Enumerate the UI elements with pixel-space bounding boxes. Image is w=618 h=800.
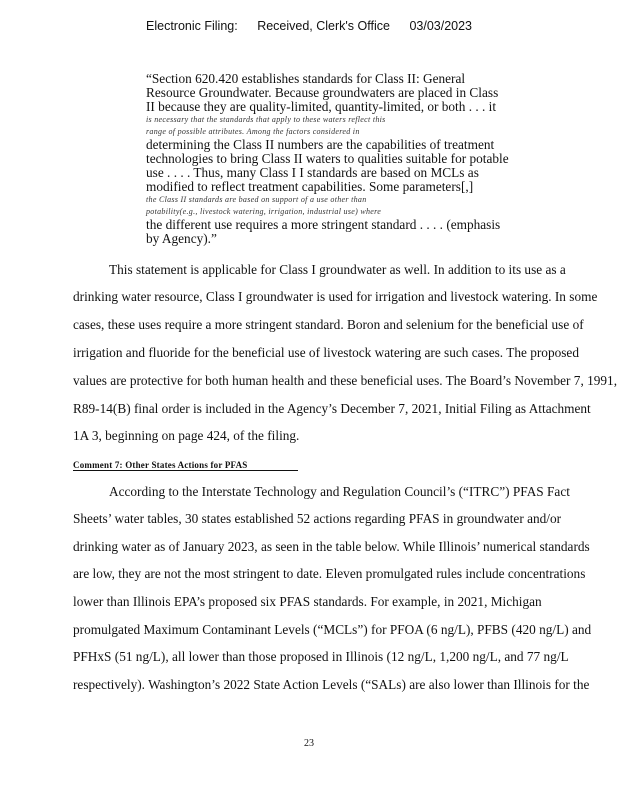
- header-received: Received, Clerk's Office: [257, 19, 390, 33]
- paragraph-line: 1A 3, beginning on page 424, of the filing.: [73, 428, 300, 443]
- paragraph-line: drinking water as of January 2023, as seen in the table below. While Illinois’ numerical standards: [73, 539, 590, 554]
- paragraph-line: R89-14(B) final order is included in the Agency’s December 7, 2021, Initial Filing as Attachment: [73, 401, 591, 416]
- paragraph-line: irrigation and fluoride for the beneficial use of livestock watering are such cases. The proposed: [73, 345, 579, 360]
- quote-line: modified to reflect treatment capabilities. Some parameters[,]: [146, 179, 474, 194]
- quote-small-line: range of possible attributes. Among the factors considered in: [146, 127, 360, 136]
- quote-line: technologies to bring Class II waters to qualities suitable for potable: [146, 151, 509, 166]
- paragraph-line: Sheets’ water tables, 30 states established 52 actions regarding PFAS in groundwater and/or: [73, 511, 562, 526]
- quote-small-line: the Class II standards are based on support of a use other than: [146, 195, 367, 204]
- paragraph-line: lower than Illinois EPA’s proposed six PFAS standards. For example, in 2021, Michigan: [73, 594, 542, 609]
- header-filing: Electronic Filing:: [146, 19, 238, 33]
- quote-small-line: potability(e.g., livestock watering, irrigation, industrial use) where: [146, 207, 382, 216]
- paragraph-line: are low, they are not the most stringent to date. Eleven promulgated rules include concentrations: [73, 566, 586, 581]
- paragraph-line: PFHxS (51 ng/L), all lower than those proposed in Illinois (12 ng/L, 1,200 ng/L, and 77 ng/L: [73, 649, 569, 664]
- quote-line: Resource Groundwater. Because groundwaters are placed in Class: [146, 85, 499, 100]
- block-quote: [146, 72, 528, 246]
- paragraph-line: cases, these uses require a more stringent standard. Boron and selenium for the beneficial use of: [73, 317, 584, 332]
- paragraph-line: values are protective for both human health and these beneficial uses. The Board’s November 7, 1991,: [73, 373, 618, 388]
- filing-header: [0, 19, 618, 33]
- quote-line: II because they are quality-limited, quantity-limited, or both . . . it: [146, 99, 497, 114]
- paragraph-line: This statement is applicable for Class I groundwater as well. In addition to its use as a: [109, 262, 566, 277]
- paragraph-line: respectively). Washington’s 2022 State Action Levels (“SALs) are also lower than Illinois for the: [73, 677, 590, 692]
- paragraph-line: drinking water resource, Class I groundwater is used for irrigation and livestock watering. In some: [73, 289, 598, 304]
- paragraph-line: According to the Interstate Technology and Regulation Council’s (“ITRC”) PFAS Fact: [109, 484, 570, 499]
- header-date: 03/03/2023: [409, 19, 472, 33]
- quote-line: the different use requires a more stringent standard . . . . (emphasis: [146, 217, 501, 232]
- quote-line: use . . . . Thus, many Class I I standards are based on MCLs as: [146, 165, 479, 180]
- comment-heading: Comment 7: Other States Actions for PFAS: [73, 460, 298, 471]
- quote-line: “Section 620.420 establishes standards for Class II: General: [146, 71, 466, 86]
- quote-line: determining the Class II numbers are the capabilities of treatment: [146, 137, 495, 152]
- quote-small-line: is necessary that the standards that apply to these waters reflect this: [146, 115, 386, 124]
- quote-line: by Agency).”: [146, 231, 217, 246]
- page-number: 23: [304, 738, 314, 749]
- paragraph-line: promulgated Maximum Contaminant Levels (“MCLs”) for PFOA (6 ng/L), PFBS (420 ng/L) and: [73, 622, 592, 637]
